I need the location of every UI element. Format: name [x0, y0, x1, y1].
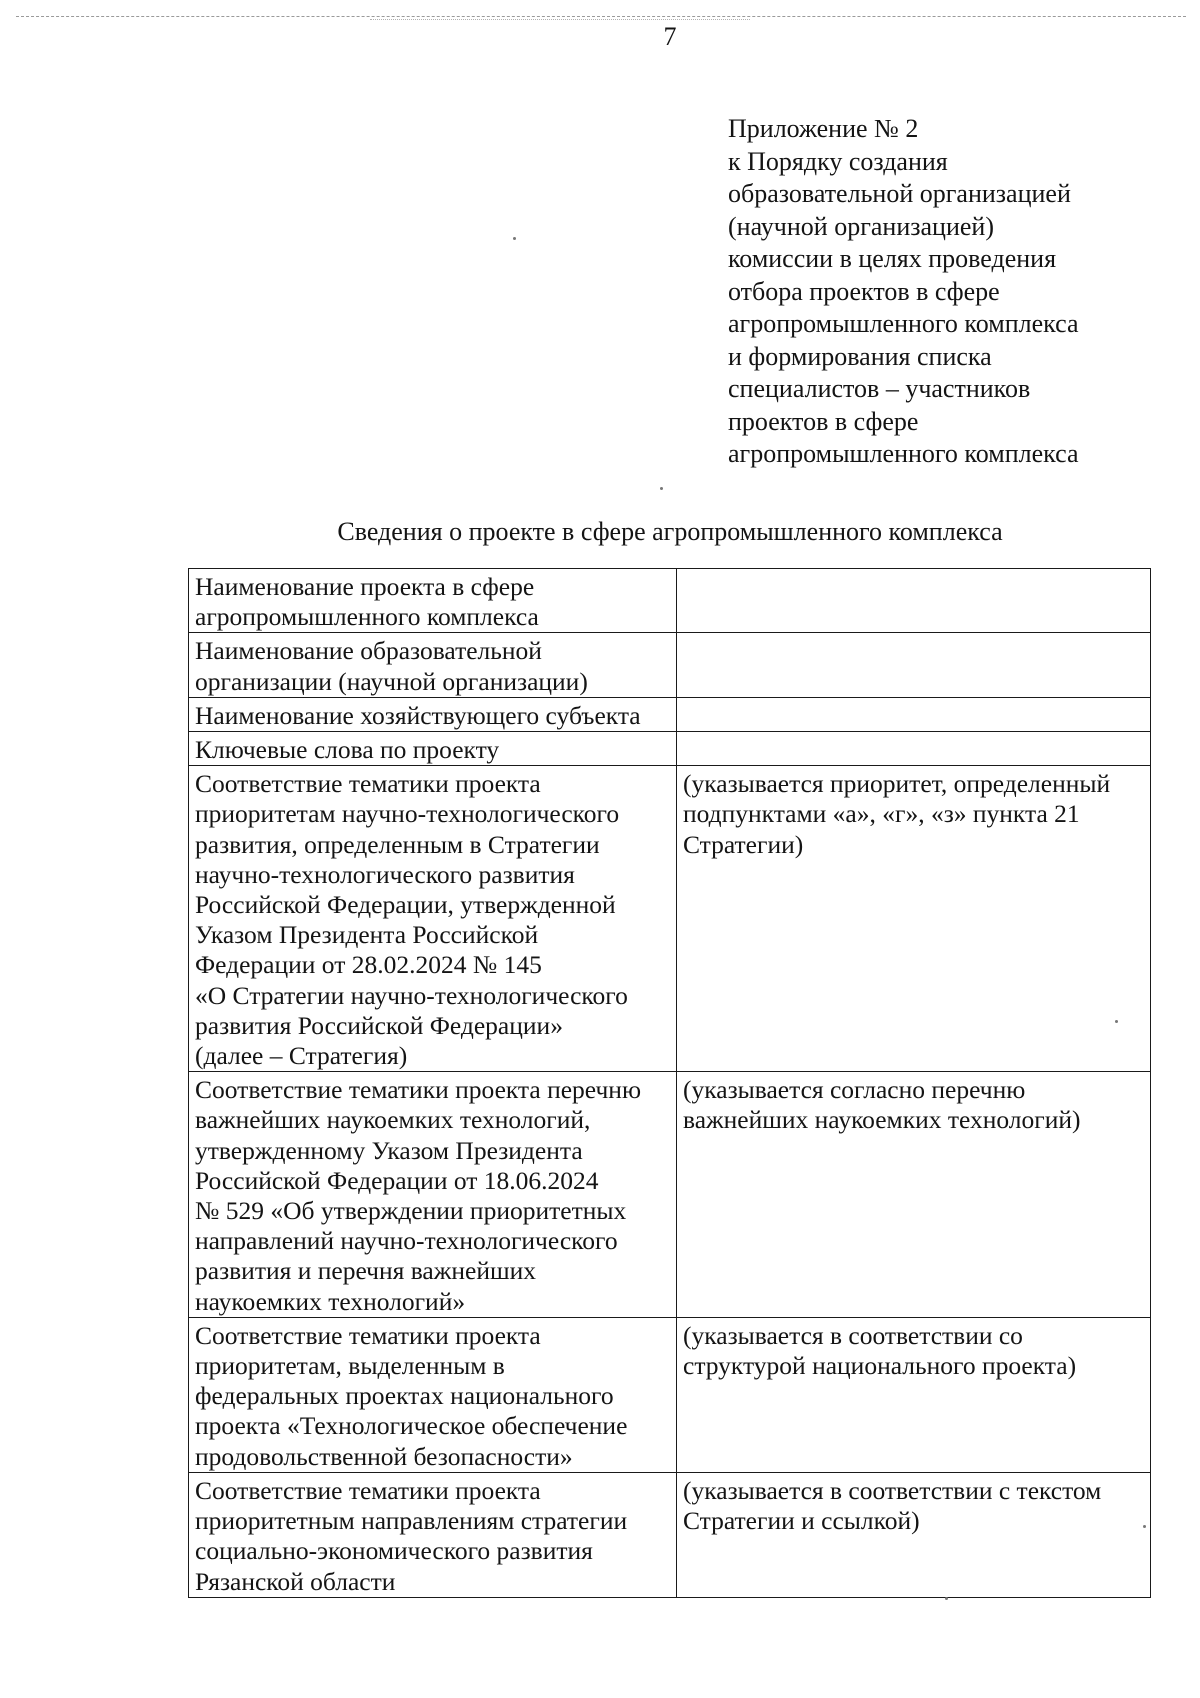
document-title: Сведения о проекте в сфере агропромышленного комплекса — [337, 517, 1003, 546]
field-label-line: приоритетам научно-технологического — [195, 799, 620, 829]
field-label-cell — [189, 1472, 677, 1597]
field-label-cell — [189, 569, 677, 633]
field-label-line: развития, определенным в Стратегии — [195, 829, 600, 859]
project-info-table — [188, 568, 1151, 1598]
table-row — [189, 697, 1151, 731]
appendix-line: проектов в сфере — [728, 406, 919, 436]
field-value-line: Стратегии и ссылкой) — [683, 1506, 920, 1536]
field-label-line: развития и перечня важнейших — [195, 1256, 537, 1286]
field-label-line: наукоемких технологий» — [195, 1286, 466, 1316]
field-value-line: Стратегии) — [683, 829, 804, 859]
field-value-line: важнейших наукоемких технологий) — [683, 1105, 1081, 1135]
field-label-line: утвержденному Указом Президента — [195, 1135, 583, 1165]
field-label-cell — [189, 732, 677, 766]
field-value-cell — [677, 697, 1151, 731]
field-label-line: продовольственной безопасности» — [195, 1441, 573, 1471]
appendix-header — [728, 113, 1168, 471]
appendix-line: комиссии в целях проведения — [728, 244, 1057, 273]
appendix-line: агропромышленного комплекса — [728, 309, 1079, 338]
field-label-line: Указом Президента Российской — [195, 920, 539, 950]
table-row — [189, 766, 1151, 1072]
field-label-line: Рязанской области — [195, 1566, 396, 1596]
field-value-cell — [677, 569, 1151, 633]
field-value-line: структурой национального проекта) — [683, 1351, 1077, 1381]
field-value-cell — [677, 766, 1151, 1072]
field-label-line: научно-технологического развития — [195, 859, 575, 889]
field-value-line: (указывается в соответствии с текстом — [683, 1475, 1102, 1505]
appendix-line: Приложение № 2 — [728, 114, 919, 143]
appendix-line: отбора проектов в сфере — [728, 276, 1000, 306]
appendix-line: и формирования списка — [728, 341, 992, 371]
field-label-line: № 529 «Об утверждении приоритетных — [195, 1196, 627, 1226]
table-row — [189, 633, 1151, 697]
field-label-line: направлений научно-технологического — [195, 1226, 618, 1256]
field-value-line: подпунктами «а», «г», «з» пункта 21 — [683, 799, 1080, 829]
appendix-line: (научной организацией) — [728, 211, 994, 241]
scan-speck — [1143, 1525, 1146, 1528]
appendix-line: агропромышленного комплекса — [728, 439, 1079, 468]
field-label-line: приоритетам, выделенным в — [195, 1351, 505, 1381]
field-label-line: Наименование хозяйствующего субъекта — [195, 700, 641, 730]
scan-speck — [513, 237, 516, 240]
field-label-line: приоритетным направлениям стратегии — [195, 1506, 628, 1536]
field-label-line: Наименование образовательной — [195, 636, 542, 666]
field-label-line: Соответствие тематики проекта — [195, 1320, 541, 1350]
scan-speck — [945, 1597, 948, 1600]
appendix-line: образовательной организацией — [728, 179, 1071, 208]
field-label-line: проекта «Технологическое обеспечение — [195, 1411, 628, 1441]
appendix-line: специалистов – участников — [728, 374, 1031, 403]
field-label-line: Соответствие тематики проекта — [195, 769, 541, 799]
field-label-line: Российской Федерации от 18.06.2024 — [195, 1165, 599, 1195]
field-value-cell — [677, 1072, 1151, 1318]
field-label-line: Наименование проекта в сфере — [195, 572, 535, 601]
field-label-line: Федерации от 28.02.2024 № 145 — [195, 950, 542, 980]
field-label-line: Российской Федерации, утвержденной — [195, 890, 616, 920]
field-label-line: развития Российской Федерации» — [195, 1010, 563, 1040]
scan-speck — [660, 487, 663, 490]
field-label-cell — [189, 633, 677, 697]
field-label-cell — [189, 766, 677, 1072]
project-info-table-body — [189, 569, 1151, 1598]
field-value-line: (указывается согласно перечню — [683, 1075, 1026, 1105]
field-label-line: Соответствие тематики проекта — [195, 1475, 541, 1505]
appendix-line: к Порядку создания — [728, 146, 948, 176]
field-value-cell — [677, 633, 1151, 697]
table-row — [189, 1472, 1151, 1597]
field-label-cell — [189, 697, 677, 731]
field-value-cell — [677, 1472, 1151, 1597]
table-row — [189, 569, 1151, 633]
field-label-line: организации (научной организации) — [195, 666, 588, 696]
table-row — [189, 732, 1151, 766]
field-label-line: агропромышленного комплекса — [195, 602, 539, 632]
field-value-line: (указывается в соответствии со — [683, 1320, 1023, 1350]
table-row — [189, 1317, 1151, 1472]
field-label-cell — [189, 1317, 677, 1472]
field-value-line: (указывается приоритет, определенный — [683, 769, 1111, 799]
field-label-line: (далее – Стратегия) — [195, 1041, 408, 1071]
field-label-line: социально-экономического развития — [195, 1536, 593, 1566]
field-label-line: федеральных проектах национального — [195, 1381, 614, 1411]
scan-edge-line — [370, 19, 750, 20]
field-label-line: Ключевые слова по проекту — [195, 735, 500, 765]
page-number: 7 — [663, 22, 677, 51]
field-label-line: важнейших наукоемких технологий, — [195, 1105, 591, 1135]
field-label-line: «О Стратегии научно-технологического — [195, 980, 628, 1010]
field-label-line: Соответствие тематики проекта перечню — [195, 1075, 642, 1105]
field-value-cell — [677, 732, 1151, 766]
scan-speck — [1115, 1020, 1118, 1023]
field-label-cell — [189, 1072, 677, 1318]
field-value-cell — [677, 1317, 1151, 1472]
table-row — [189, 1072, 1151, 1318]
scan-edge-line — [16, 16, 1186, 17]
